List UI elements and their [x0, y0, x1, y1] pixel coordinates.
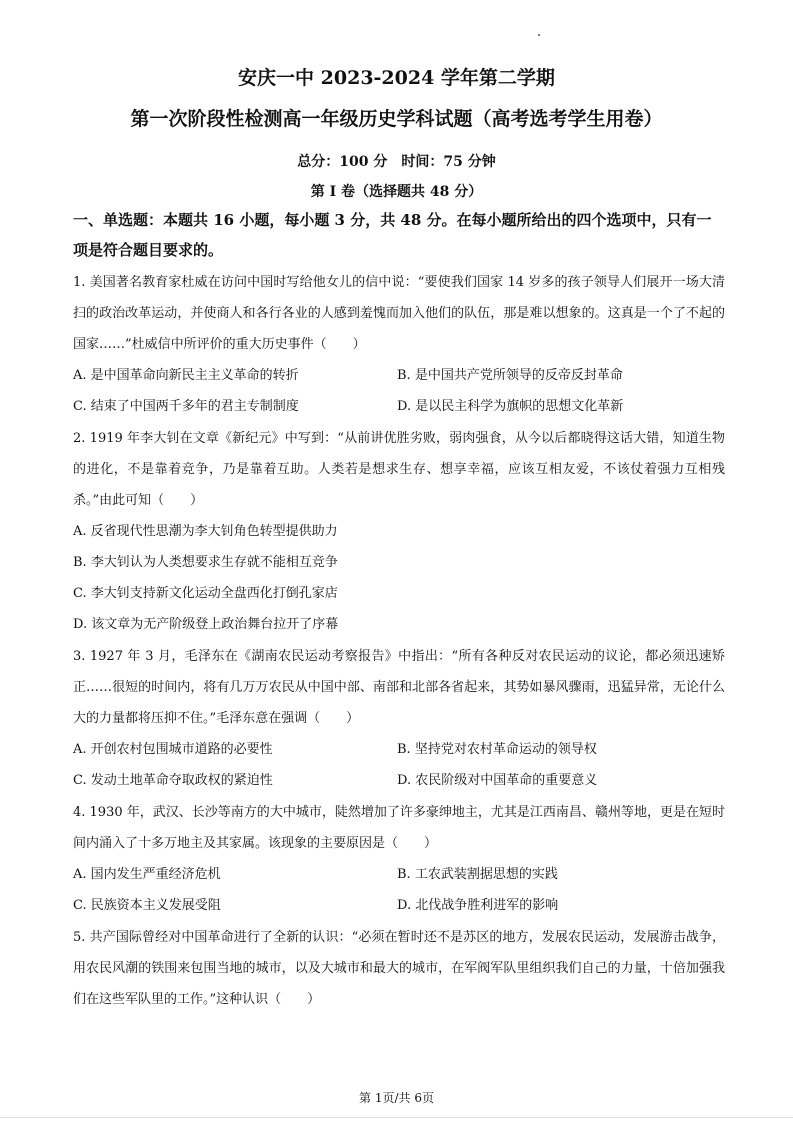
question-3-option-d: D. 农民阶级对中国革命的重要意义 [397, 773, 598, 788]
question-1-option-a: A. 是中国革命向新民主主义革命的转折 [73, 368, 299, 383]
question-2-option-a: A. 反省现代性思潮为李大钊角色转型提供助力 [73, 524, 338, 539]
score-time-info: 总分：100 分 时间：75 分钟 [297, 154, 496, 170]
question-4-stem: 4. 1930 年，武汉、长沙等南方的大中城市，陡然增加了许多豪绅地主，尤其是江西南昌、赣州等地，更是在短时间内涌入了十多万地主及其家属。该现象的主要原因是（ ） [73, 805, 725, 851]
school-term-title: 安庆一中 2023-2024 学年第二学期 [238, 67, 555, 89]
question-1-option-c: C. 结束了中国两千多年的君主专制制度 [73, 399, 299, 414]
question-3-stem: 3. 1927 年 3 月，毛泽东在《湖南农民运动考察报告》中指出：“所有各种反对农民运动的议论，都必须迅速矫正……很短的时间内，将有几万万农民从中国中部、南部和北部各省起来，其势如暴风骤雨，迅猛异常，无论什么大的力量都将压抑不住。”毛泽东意在强调（ ） [73, 649, 725, 726]
question-4-option-c: C. 民族资本主义发展受阻 [73, 898, 221, 913]
question-5-stem: 5. 共产国际曾经对中国革命进行了全新的认识：“必须在暂时还不是苏区的地方，发展农民运动，发展游击战争，用农民风潮的铁围来包围当地的城市，以及大城市和最大的城市，在军阀军队里组织我们自己的力量，十倍加强我们在这些军队里的工作。”这种认识（ ） [73, 930, 725, 1007]
question-2-stem: 2. 1919 年李大钊在文章《新纪元》中写到：“从前讲优胜劣败，弱肉强食，从今以后都晓得这话大错，知道生物的进化，不是靠着竞争，乃是靠着互助。人类若是想求生存、想享幸福，应该互相友爱，不该仗着强力互相残杀。”由此可知（ ） [73, 431, 725, 508]
question-2-option-d: D. 该文章为无产阶级登上政治舞台拉开了序幕 [73, 617, 339, 632]
section-instructions: 一、单选题：本题共 16 小题，每小题 3 分，共 48 分。在每小题所给出的四个选项中，只有一项是符合题目要求的。 [73, 211, 712, 259]
question-4-option-a: A. 国内发生严重经济危机 [73, 867, 221, 882]
exam-title: 第一次阶段性检测高一年级历史学科试题（高考选考学生用卷） [130, 108, 663, 130]
question-1-stem: 1. 美国著名教育家杜威在访问中国时写给他女儿的信中说：“要使我们国家 14 岁多的孩子领导人们展开一场大清扫的政治改革运动，并使商人和各行各业的人感到羞愧而加入他们的队伍，那是难以想象的。这真是一个了不起的国家……”杜威信中所评价的重大历史事件（ ） [73, 275, 725, 352]
page-indicator: 第 1页/共 6页 [359, 1091, 434, 1105]
volume-heading: 第 I 卷（选择题共 48 分） [310, 184, 483, 200]
question-2-option-b: B. 李大钊认为人类想要求生存就不能相互竞争 [73, 555, 338, 570]
question-2-option-c: C. 李大钊支持新文化运动全盘西化打倒孔家店 [73, 586, 338, 601]
scan-speck [538, 34, 540, 36]
question-1-option-b: B. 是中国共产党所领导的反帝反封革命 [397, 368, 623, 383]
question-4-option-d: D. 北伐战争胜利进军的影响 [397, 898, 559, 913]
question-3-option-c: C. 发动土地革命夺取政权的紧迫性 [73, 773, 273, 788]
question-3-option-a: A. 开创农村包围城市道路的必要性 [73, 742, 273, 757]
bottom-divider [0, 1117, 793, 1118]
question-4-option-b: B. 工农武装割据思想的实践 [397, 867, 558, 882]
question-1-option-d: D. 是以民主科学为旗帜的思想文化革新 [397, 399, 624, 414]
question-3-option-b: B. 坚持党对农村革命运动的领导权 [397, 742, 597, 757]
